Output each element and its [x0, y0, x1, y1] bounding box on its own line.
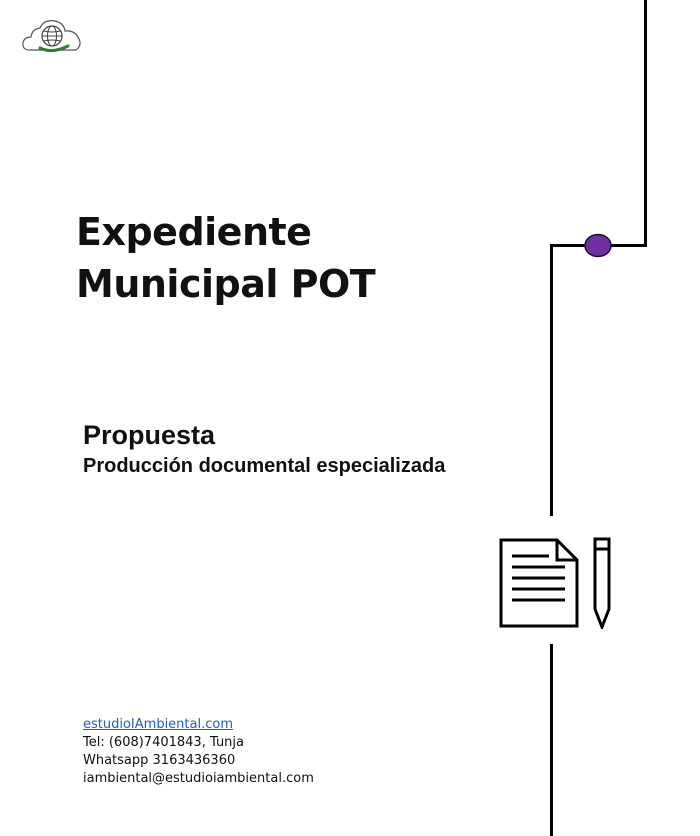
- contact-email: iambiental@estudioiambiental.com: [83, 771, 314, 786]
- contact-whatsapp: Whatsapp 3163436360: [83, 753, 236, 768]
- contact-phone: Tel: (608)7401843, Tunja: [83, 735, 244, 750]
- pencil-icon: [590, 537, 614, 629]
- document-tagline: Producción documental especializada: [83, 455, 446, 477]
- title-line-2: Municipal POT: [76, 262, 376, 306]
- subtitle-block: [83, 418, 445, 480]
- contact-block: [83, 716, 314, 788]
- title-line-1: Expediente: [76, 210, 312, 254]
- globe-cloud-icon: [20, 16, 84, 56]
- timeline-dot: [585, 235, 611, 257]
- document-subtitle: Propuesta: [83, 420, 216, 450]
- website-link[interactable]: estudioIAmbiental.com: [83, 717, 233, 732]
- document-title: [76, 206, 375, 310]
- document-icon: [499, 538, 579, 628]
